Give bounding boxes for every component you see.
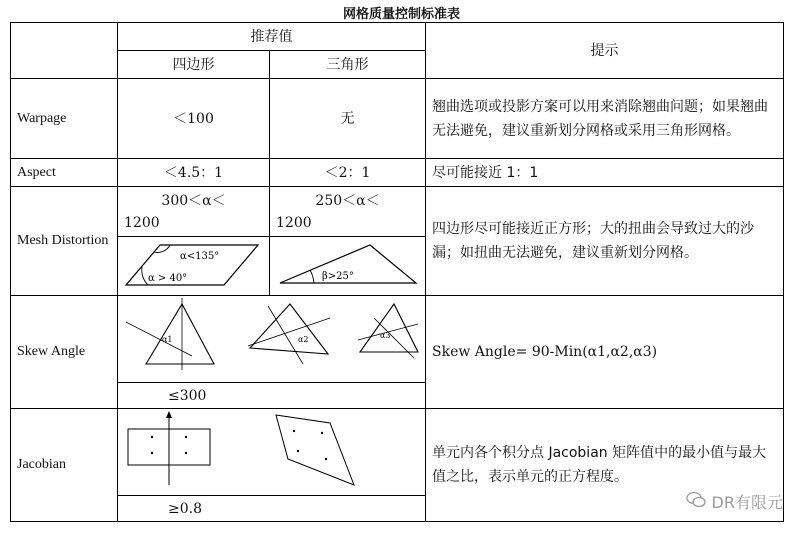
skew-value: ≤300 [118,383,426,409]
mesh-quad-line1: 300＜α＜ [161,192,226,209]
tri-distortion-figure [270,237,424,291]
tri-fig-label: β>25° [322,271,354,282]
quad-distortion-figure [118,237,268,291]
skew-fig-alpha3: α3 [380,331,391,340]
header-recommended: 推荐值 [118,23,426,51]
watermark-text: DR有限元 [711,493,783,512]
quad-fig-label-b: α > 40° [148,273,188,284]
row-label-skew: Skew Angle [11,296,118,409]
mesh-quad-line2: 1200 [124,214,160,231]
skew-hint: Skew Angle= 90-Min(α1,α2,α3) [426,296,784,409]
row-label-aspect: Aspect [11,159,118,187]
header-tri: 三角形 [270,51,426,79]
header-empty-cell [11,23,118,79]
warpage-tri-value: 无 [270,79,426,159]
aspect-tri-value: ＜2：1 [270,159,426,187]
jacobian-figure [118,409,424,491]
mesh-distortion-hint: 四边形尽可能接近正方形；大的扭曲会导致过大的沙漏；如扭曲无法避免，建议重新划分网格。 [426,187,784,296]
jacobian-value: ≥0.8 [118,496,426,522]
page-title: 网格质量控制标准表 [342,7,460,22]
row-label-warpage: Warpage [11,79,118,159]
row-label-mesh-distortion: Mesh Distortion [11,187,118,296]
header-quad: 四边形 [118,51,270,79]
mesh-tri-line1: 250＜α＜ [315,192,380,209]
warpage-quad-value: ＜100 [118,79,270,159]
aspect-quad-value: ＜4.5：1 [118,159,270,187]
aspect-hint: 尽可能接近 1：1 [426,159,784,187]
jacobian-figure-cell [118,409,426,496]
mesh-quad-figure-cell [118,237,270,296]
skew-fig-alpha1: α1 [162,335,173,344]
skew-fig-alpha2: α2 [298,335,309,344]
row-label-jacobian: Jacobian [11,409,118,522]
quality-table [10,22,784,522]
skew-angle-figure [118,296,424,378]
chat-bubble-icon [686,491,706,513]
watermark [686,490,783,513]
jacobian-hint: 单元内各个积分点 Jacobian 矩阵值中的最小值与最大值之比，表示单元的正方程度。 [426,409,784,522]
mesh-distortion-quad-value [118,187,270,237]
mesh-tri-figure-cell [270,237,426,296]
warpage-hint: 翘曲选项或投影方案可以用来消除翘曲问题；如果翘曲无法避免，建议重新划分网格或采用三角形网格。 [426,79,784,159]
mesh-tri-line2: 1200 [276,214,312,231]
quad-fig-label-a: α<135° [180,251,220,262]
header-hint: 提示 [426,23,784,79]
skew-figure-cell [118,296,426,383]
mesh-distortion-tri-value [270,187,426,237]
